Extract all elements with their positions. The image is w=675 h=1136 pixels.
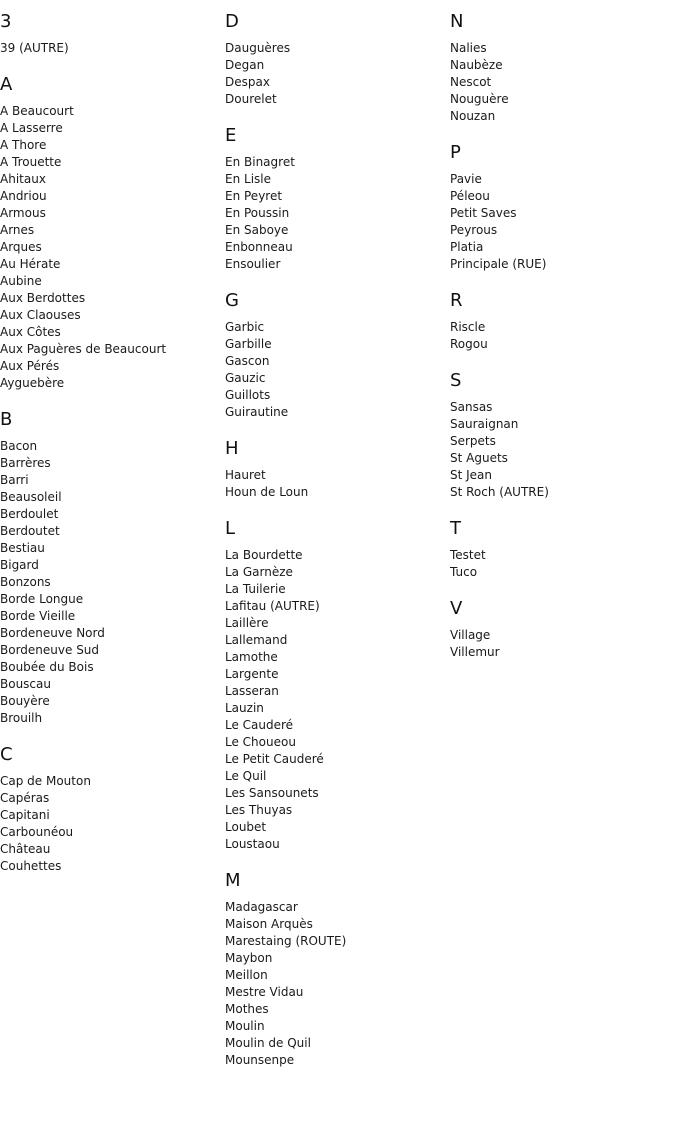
street-link[interactable]: Brouilh xyxy=(0,711,43,725)
street-link[interactable]: Borde Longue xyxy=(0,592,84,606)
street-link[interactable]: Bordeneuve Sud xyxy=(0,643,100,657)
street-link[interactable]: A Beaucourt xyxy=(0,104,74,118)
street-list xyxy=(450,40,670,125)
street-link[interactable]: Château xyxy=(0,842,51,856)
street-index-column-2 xyxy=(225,0,445,1086)
street-link[interactable]: A Thore xyxy=(0,138,47,152)
street-link[interactable]: Lauzin xyxy=(225,701,264,715)
street-link[interactable]: Bestiau xyxy=(0,541,45,555)
street-link[interactable]: En Poussin xyxy=(225,206,290,220)
section-letter-heading: E xyxy=(225,125,237,146)
street-list xyxy=(450,627,670,661)
letter-section xyxy=(450,598,670,661)
street-link[interactable]: Lasseran xyxy=(225,684,279,698)
street-link[interactable]: Les Sansounets xyxy=(225,786,319,800)
street-link[interactable]: Principale (RUE) xyxy=(450,257,547,271)
street-link[interactable]: Boubée du Bois xyxy=(0,660,94,674)
street-link[interactable]: Loustaou xyxy=(225,837,280,851)
street-link[interactable]: Maison Arquès xyxy=(225,917,313,931)
street-link[interactable]: Meillon xyxy=(225,968,268,982)
street-link[interactable]: Bigard xyxy=(0,558,39,572)
street-link[interactable]: En Peyret xyxy=(225,189,283,203)
street-list xyxy=(225,899,445,1069)
street-link[interactable]: Barrères xyxy=(0,456,51,470)
street-link[interactable]: Village xyxy=(450,628,491,642)
street-link[interactable]: Testet xyxy=(450,548,486,562)
street-link[interactable]: Mothes xyxy=(225,1002,269,1016)
street-index-column-3 xyxy=(450,0,670,678)
street-link[interactable]: Moulin xyxy=(225,1019,265,1033)
street-link[interactable]: Madagascar xyxy=(225,900,298,914)
street-link[interactable]: Enbonneau xyxy=(225,240,293,254)
section-letter-heading: B xyxy=(0,409,13,430)
street-link[interactable]: Ahitaux xyxy=(0,172,46,186)
street-link[interactable]: Naubèze xyxy=(450,58,503,72)
street-list xyxy=(225,467,445,501)
street-link[interactable]: Mounsenpe xyxy=(225,1053,295,1067)
street-link[interactable]: Maybon xyxy=(225,951,273,965)
street-link[interactable]: Laillère xyxy=(225,616,269,630)
street-link[interactable]: Capéras xyxy=(0,791,50,805)
street-list xyxy=(225,40,445,108)
section-letter-heading: S xyxy=(450,370,462,391)
street-link[interactable]: Aux Berdottes xyxy=(0,291,86,305)
letter-section xyxy=(225,11,445,108)
street-link[interactable]: Garbille xyxy=(225,337,272,351)
street-link[interactable]: Le Choueou xyxy=(225,735,296,749)
street-link[interactable]: Bonzons xyxy=(0,575,51,589)
street-link[interactable]: En Saboye xyxy=(225,223,289,237)
street-link[interactable]: Pavie xyxy=(450,172,482,186)
street-link[interactable]: Borde Vieille xyxy=(0,609,76,623)
street-link[interactable]: Marestaing (ROUTE) xyxy=(225,934,347,948)
street-link[interactable]: En Lisle xyxy=(225,172,271,186)
section-letter-heading: A xyxy=(0,74,13,95)
street-link[interactable]: Au Hérate xyxy=(0,257,61,271)
letter-section xyxy=(0,74,220,392)
street-list xyxy=(0,773,220,875)
street-link[interactable]: 39 (AUTRE) xyxy=(0,41,69,55)
street-link[interactable]: Beausoleil xyxy=(0,490,62,504)
street-link[interactable]: Gauzic xyxy=(225,371,266,385)
street-list xyxy=(450,399,670,501)
letter-section xyxy=(225,438,445,501)
street-link[interactable]: Nescot xyxy=(450,75,492,89)
street-link[interactable]: Péleou xyxy=(450,189,490,203)
street-link[interactable]: St Aguets xyxy=(450,451,508,465)
section-letter-heading: L xyxy=(225,518,236,539)
section-letter-heading: G xyxy=(225,290,239,311)
street-link[interactable]: Nalies xyxy=(450,41,487,55)
section-letter-heading: P xyxy=(450,142,461,163)
street-link[interactable]: Loubet xyxy=(225,820,267,834)
letter-section xyxy=(450,370,670,501)
street-list xyxy=(225,547,445,853)
street-link[interactable]: Couhettes xyxy=(0,859,62,873)
street-list xyxy=(225,154,445,273)
street-link[interactable]: Bacon xyxy=(0,439,38,453)
street-link[interactable]: Guirautine xyxy=(225,405,289,419)
letter-section xyxy=(450,142,670,273)
section-letter-heading: N xyxy=(450,11,464,32)
street-link[interactable]: Armous xyxy=(0,206,46,220)
letter-section xyxy=(0,744,220,875)
street-link[interactable]: Le Cauderé xyxy=(225,718,294,732)
street-link[interactable]: Aux Côtes xyxy=(0,325,61,339)
street-link[interactable]: Ensoulier xyxy=(225,257,281,271)
street-link[interactable]: Dourelet xyxy=(225,92,277,106)
street-list xyxy=(225,319,445,421)
letter-section xyxy=(0,409,220,727)
street-link[interactable]: La Tuilerie xyxy=(225,582,286,596)
street-link[interactable]: Dauguères xyxy=(225,41,291,55)
street-link[interactable]: Cap de Mouton xyxy=(0,774,91,788)
street-link[interactable]: Hauret xyxy=(225,468,266,482)
street-link[interactable]: Ayguebère xyxy=(0,376,65,390)
street-list xyxy=(0,438,220,727)
section-letter-heading: M xyxy=(225,870,241,891)
street-link[interactable]: Aux Paguères de Beaucourt xyxy=(0,342,167,356)
street-link[interactable]: Despax xyxy=(225,75,270,89)
street-link[interactable]: Carbounéou xyxy=(0,825,74,839)
street-link[interactable]: Riscle xyxy=(450,320,486,334)
street-link[interactable]: Sansas xyxy=(450,400,493,414)
street-list xyxy=(0,40,220,57)
street-link[interactable]: Lallemand xyxy=(225,633,288,647)
street-link[interactable]: Degan xyxy=(225,58,265,72)
section-letter-heading: D xyxy=(225,11,239,32)
street-link[interactable]: Moulin de Quil xyxy=(225,1036,311,1050)
street-link[interactable]: En Binagret xyxy=(225,155,295,169)
street-link[interactable]: Garbic xyxy=(225,320,265,334)
street-link[interactable]: Gascon xyxy=(225,354,270,368)
street-link[interactable]: Capitani xyxy=(0,808,50,822)
section-letter-heading: V xyxy=(450,598,463,619)
letter-section xyxy=(450,11,670,125)
section-letter-heading: R xyxy=(450,290,463,311)
street-link[interactable]: Villemur xyxy=(450,645,500,659)
section-letter-heading: H xyxy=(225,438,239,459)
street-link[interactable]: Nouguère xyxy=(450,92,509,106)
street-link[interactable]: Le Quil xyxy=(225,769,267,783)
street-list xyxy=(450,171,670,273)
street-link[interactable]: Houn de Loun xyxy=(225,485,309,499)
street-link[interactable]: Andriou xyxy=(0,189,47,203)
street-link[interactable]: Largente xyxy=(225,667,279,681)
letter-section xyxy=(450,518,670,581)
street-link[interactable]: La Garnèze xyxy=(225,565,293,579)
street-link[interactable]: Lafitau (AUTRE) xyxy=(225,599,320,613)
street-link[interactable]: Petit Saves xyxy=(450,206,517,220)
street-link[interactable]: Bouscau xyxy=(0,677,51,691)
street-link[interactable]: Lamothe xyxy=(225,650,278,664)
letter-section xyxy=(225,290,445,421)
street-link[interactable]: La Bourdette xyxy=(225,548,303,562)
street-link[interactable]: St Roch (AUTRE) xyxy=(450,485,549,499)
letter-section xyxy=(225,518,445,853)
street-link[interactable]: Bordeneuve Nord xyxy=(0,626,105,640)
street-link[interactable]: Aux Claouses xyxy=(0,308,81,322)
street-link[interactable]: Le Petit Cauderé xyxy=(225,752,324,766)
street-link[interactable]: Arnes xyxy=(0,223,35,237)
street-link[interactable]: Peyrous xyxy=(450,223,498,237)
street-link[interactable]: Barri xyxy=(0,473,29,487)
street-list xyxy=(450,319,670,353)
section-letter-heading: T xyxy=(450,518,461,539)
street-link[interactable]: Les Thuyas xyxy=(225,803,293,817)
street-link[interactable]: Sauraignan xyxy=(450,417,519,431)
street-link[interactable]: Platia xyxy=(450,240,484,254)
section-letter-heading: C xyxy=(0,744,13,765)
letter-section xyxy=(0,11,220,57)
street-link[interactable]: Berdoulet xyxy=(0,507,59,521)
street-link[interactable]: Serpets xyxy=(450,434,496,448)
street-link[interactable]: Berdoutet xyxy=(0,524,60,538)
street-link[interactable]: Tuco xyxy=(450,565,478,579)
letter-section xyxy=(225,125,445,273)
street-link[interactable]: Nouzan xyxy=(450,109,496,123)
street-link[interactable]: A Lasserre xyxy=(0,121,63,135)
street-list xyxy=(0,103,220,392)
street-list xyxy=(450,547,670,581)
street-link[interactable]: Aubine xyxy=(0,274,42,288)
street-link[interactable]: A Trouette xyxy=(0,155,62,169)
street-link[interactable]: Bouyère xyxy=(0,694,50,708)
street-link[interactable]: Aux Pérés xyxy=(0,359,60,373)
street-index-column-1 xyxy=(0,0,220,892)
section-letter-heading: 3 xyxy=(0,11,12,32)
street-link[interactable]: Guillots xyxy=(225,388,271,402)
street-link[interactable]: St Jean xyxy=(450,468,493,482)
letter-section xyxy=(225,870,445,1069)
street-link[interactable]: Mestre Vidau xyxy=(225,985,304,999)
street-link[interactable]: Rogou xyxy=(450,337,488,351)
letter-section xyxy=(450,290,670,353)
street-link[interactable]: Arques xyxy=(0,240,42,254)
